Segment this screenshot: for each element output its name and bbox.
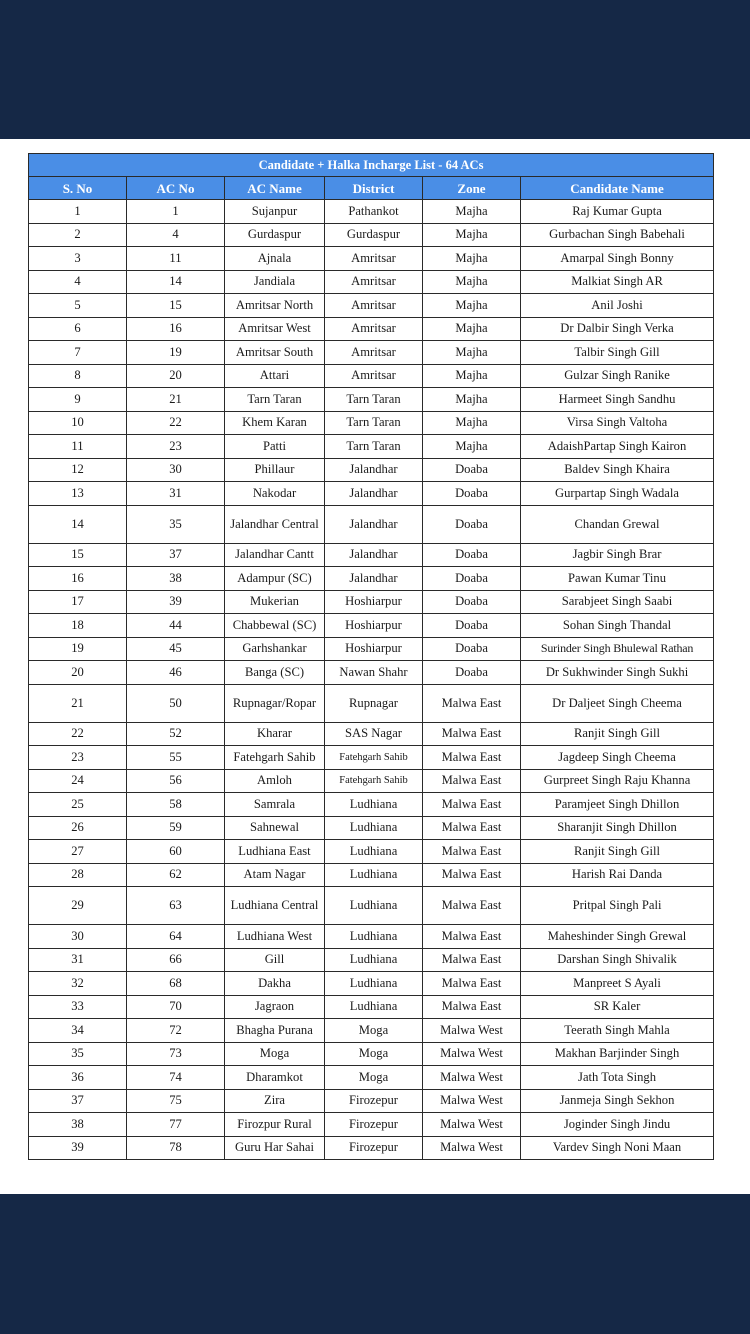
cell-zone: Malwa East	[423, 887, 521, 925]
col-header-acno: AC No	[127, 177, 225, 200]
cell-zone: Doaba	[423, 614, 521, 638]
table-row	[29, 863, 714, 887]
cell-district: Hoshiarpur	[325, 590, 423, 614]
cell-sno: 8	[29, 364, 127, 388]
cell-sno: 39	[29, 1136, 127, 1160]
col-header-acname: AC Name	[225, 177, 325, 200]
table-row	[29, 482, 714, 506]
document-image	[0, 139, 750, 1194]
cell-sno: 22	[29, 722, 127, 746]
cell-acno: 44	[127, 614, 225, 638]
cell-district: Ludhiana	[325, 972, 423, 996]
cell-sno: 28	[29, 863, 127, 887]
cell-candidate: Paramjeet Singh Dhillon	[521, 793, 714, 817]
cell-acname: Dharamkot	[225, 1066, 325, 1090]
cell-candidate: Dr Daljeet Singh Cheema	[521, 684, 714, 722]
cell-district: Jalandhar	[325, 482, 423, 506]
table-row	[29, 317, 714, 341]
cell-zone: Doaba	[423, 505, 521, 543]
cell-sno: 5	[29, 294, 127, 318]
cell-zone: Malwa East	[423, 746, 521, 770]
cell-sno: 11	[29, 435, 127, 459]
cell-candidate: SR Kaler	[521, 995, 714, 1019]
cell-district: Hoshiarpur	[325, 637, 423, 661]
table-row	[29, 1089, 714, 1113]
cell-candidate: Harish Rai Danda	[521, 863, 714, 887]
cell-acno: 23	[127, 435, 225, 459]
cell-sno: 7	[29, 341, 127, 365]
cell-sno: 19	[29, 637, 127, 661]
cell-district: Amritsar	[325, 270, 423, 294]
cell-zone: Majha	[423, 200, 521, 224]
cell-acname: Ajnala	[225, 247, 325, 271]
cell-acname: Kharar	[225, 722, 325, 746]
cell-acname: Ludhiana West	[225, 925, 325, 949]
cell-district: Ludhiana	[325, 816, 423, 840]
cell-district: Ludhiana	[325, 925, 423, 949]
cell-acname: Sujanpur	[225, 200, 325, 224]
cell-acname: Khem Karan	[225, 411, 325, 435]
col-header-zone: Zone	[423, 177, 521, 200]
cell-zone: Malwa East	[423, 925, 521, 949]
cell-candidate: Talbir Singh Gill	[521, 341, 714, 365]
cell-acno: 30	[127, 458, 225, 482]
cell-district: Moga	[325, 1019, 423, 1043]
cell-zone: Malwa East	[423, 722, 521, 746]
cell-zone: Majha	[423, 223, 521, 247]
cell-candidate: Vardev Singh Noni Maan	[521, 1136, 714, 1160]
cell-candidate: Surinder Singh Bhulewal Rathan	[521, 637, 714, 661]
cell-acno: 19	[127, 341, 225, 365]
cell-zone: Doaba	[423, 661, 521, 685]
cell-candidate: Pawan Kumar Tinu	[521, 567, 714, 591]
cell-candidate: Dr Dalbir Singh Verka	[521, 317, 714, 341]
cell-sno: 20	[29, 661, 127, 685]
cell-zone: Malwa East	[423, 769, 521, 793]
cell-sno: 37	[29, 1089, 127, 1113]
table-row	[29, 1136, 714, 1160]
cell-acno: 63	[127, 887, 225, 925]
cell-acname: Mukerian	[225, 590, 325, 614]
col-header-candidate: Candidate Name	[521, 177, 714, 200]
table-row	[29, 200, 714, 224]
cell-zone: Majha	[423, 435, 521, 459]
cell-acname: Moga	[225, 1042, 325, 1066]
cell-acno: 21	[127, 388, 225, 412]
cell-sno: 13	[29, 482, 127, 506]
cell-district: Pathankot	[325, 200, 423, 224]
cell-acname: Amritsar West	[225, 317, 325, 341]
cell-acno: 1	[127, 200, 225, 224]
cell-acname: Jandiala	[225, 270, 325, 294]
cell-sno: 24	[29, 769, 127, 793]
cell-acname: Fatehgarh Sahib	[225, 746, 325, 770]
cell-sno: 16	[29, 567, 127, 591]
cell-acno: 20	[127, 364, 225, 388]
cell-acname: Jagraon	[225, 995, 325, 1019]
cell-district: Amritsar	[325, 341, 423, 365]
cell-candidate: Gurpreet Singh Raju Khanna	[521, 769, 714, 793]
cell-district: Moga	[325, 1042, 423, 1066]
cell-acno: 52	[127, 722, 225, 746]
cell-district: Jalandhar	[325, 567, 423, 591]
cell-acno: 68	[127, 972, 225, 996]
cell-candidate: Jath Tota Singh	[521, 1066, 714, 1090]
table-row	[29, 247, 714, 271]
cell-zone: Malwa East	[423, 948, 521, 972]
table-row	[29, 746, 714, 770]
cell-zone: Majha	[423, 341, 521, 365]
cell-acno: 14	[127, 270, 225, 294]
cell-zone: Malwa East	[423, 840, 521, 864]
cell-sno: 4	[29, 270, 127, 294]
cell-district: Jalandhar	[325, 458, 423, 482]
cell-zone: Malwa East	[423, 816, 521, 840]
cell-sno: 35	[29, 1042, 127, 1066]
table-row	[29, 1019, 714, 1043]
table-row	[29, 341, 714, 365]
cell-acname: Jalandhar Central	[225, 505, 325, 543]
table-row	[29, 614, 714, 638]
cell-zone: Majha	[423, 294, 521, 318]
cell-zone: Malwa East	[423, 793, 521, 817]
cell-acname: Amloh	[225, 769, 325, 793]
cell-acname: Bhagha Purana	[225, 1019, 325, 1043]
cell-acname: Dakha	[225, 972, 325, 996]
table-row	[29, 925, 714, 949]
cell-sno: 17	[29, 590, 127, 614]
col-header-sno: S. No	[29, 177, 127, 200]
cell-acname: Patti	[225, 435, 325, 459]
cell-acname: Attari	[225, 364, 325, 388]
table-row	[29, 364, 714, 388]
cell-sno: 31	[29, 948, 127, 972]
cell-acname: Nakodar	[225, 482, 325, 506]
cell-acname: Phillaur	[225, 458, 325, 482]
table-row	[29, 840, 714, 864]
cell-acname: Adampur (SC)	[225, 567, 325, 591]
cell-acname: Samrala	[225, 793, 325, 817]
cell-sno: 33	[29, 995, 127, 1019]
cell-candidate: Virsa Singh Valtoha	[521, 411, 714, 435]
cell-district: Moga	[325, 1066, 423, 1090]
cell-acno: 22	[127, 411, 225, 435]
cell-district: Rupnagar	[325, 684, 423, 722]
cell-zone: Majha	[423, 364, 521, 388]
cell-candidate: Harmeet Singh Sandhu	[521, 388, 714, 412]
table-row	[29, 1066, 714, 1090]
cell-district: Tarn Taran	[325, 388, 423, 412]
cell-district: Ludhiana	[325, 793, 423, 817]
table-row	[29, 887, 714, 925]
cell-candidate: Ranjit Singh Gill	[521, 722, 714, 746]
cell-sno: 10	[29, 411, 127, 435]
table-row	[29, 995, 714, 1019]
cell-acname: Amritsar South	[225, 341, 325, 365]
cell-candidate: Malkiat Singh AR	[521, 270, 714, 294]
table-row	[29, 637, 714, 661]
cell-zone: Malwa East	[423, 995, 521, 1019]
cell-acno: 62	[127, 863, 225, 887]
cell-candidate: Gurpartap Singh Wadala	[521, 482, 714, 506]
cell-acno: 11	[127, 247, 225, 271]
cell-sno: 27	[29, 840, 127, 864]
cell-district: Ludhiana	[325, 887, 423, 925]
table-row	[29, 505, 714, 543]
cell-zone: Majha	[423, 270, 521, 294]
cell-district: Amritsar	[325, 317, 423, 341]
cell-zone: Malwa West	[423, 1042, 521, 1066]
cell-district: SAS Nagar	[325, 722, 423, 746]
cell-district: Firozepur	[325, 1113, 423, 1137]
cell-zone: Majha	[423, 411, 521, 435]
cell-zone: Malwa West	[423, 1113, 521, 1137]
table-row	[29, 590, 714, 614]
cell-sno: 34	[29, 1019, 127, 1043]
bottom-dark-band	[0, 1194, 750, 1334]
cell-acno: 59	[127, 816, 225, 840]
table-row	[29, 543, 714, 567]
table-row	[29, 972, 714, 996]
cell-sno: 29	[29, 887, 127, 925]
cell-zone: Doaba	[423, 543, 521, 567]
cell-candidate: Sharanjit Singh Dhillon	[521, 816, 714, 840]
table-title: Candidate + Halka Incharge List - 64 ACs	[29, 154, 714, 177]
cell-acname: Guru Har Sahai	[225, 1136, 325, 1160]
cell-candidate: Ranjit Singh Gill	[521, 840, 714, 864]
cell-candidate: Darshan Singh Shivalik	[521, 948, 714, 972]
cell-acname: Tarn Taran	[225, 388, 325, 412]
cell-district: Fatehgarh Sahib	[325, 769, 423, 793]
cell-sno: 36	[29, 1066, 127, 1090]
cell-acno: 66	[127, 948, 225, 972]
cell-zone: Malwa East	[423, 972, 521, 996]
cell-acno: 74	[127, 1066, 225, 1090]
cell-sno: 2	[29, 223, 127, 247]
cell-zone: Malwa East	[423, 863, 521, 887]
cell-sno: 26	[29, 816, 127, 840]
cell-acname: Sahnewal	[225, 816, 325, 840]
cell-zone: Malwa East	[423, 684, 521, 722]
cell-zone: Malwa West	[423, 1089, 521, 1113]
cell-acno: 46	[127, 661, 225, 685]
cell-zone: Doaba	[423, 637, 521, 661]
table-row	[29, 567, 714, 591]
table-row	[29, 435, 714, 459]
candidate-table	[28, 153, 714, 1160]
cell-sno: 18	[29, 614, 127, 638]
cell-sno: 38	[29, 1113, 127, 1137]
table-row	[29, 411, 714, 435]
cell-district: Ludhiana	[325, 948, 423, 972]
cell-sno: 25	[29, 793, 127, 817]
cell-district: Jalandhar	[325, 505, 423, 543]
cell-acno: 78	[127, 1136, 225, 1160]
cell-district: Amritsar	[325, 364, 423, 388]
cell-acname: Atam Nagar	[225, 863, 325, 887]
cell-candidate: Baldev Singh Khaira	[521, 458, 714, 482]
cell-candidate: Dr Sukhwinder Singh Sukhi	[521, 661, 714, 685]
table-row	[29, 388, 714, 412]
table-row	[29, 294, 714, 318]
table-row	[29, 661, 714, 685]
cell-acno: 16	[127, 317, 225, 341]
top-dark-band	[0, 0, 750, 139]
table-row	[29, 948, 714, 972]
cell-candidate: Sohan Singh Thandal	[521, 614, 714, 638]
table-row	[29, 458, 714, 482]
cell-acname: Amritsar North	[225, 294, 325, 318]
cell-zone: Malwa West	[423, 1136, 521, 1160]
cell-acname: Gill	[225, 948, 325, 972]
cell-district: Nawan Shahr	[325, 661, 423, 685]
cell-acno: 15	[127, 294, 225, 318]
cell-acno: 37	[127, 543, 225, 567]
cell-district: Ludhiana	[325, 995, 423, 1019]
cell-zone: Doaba	[423, 482, 521, 506]
table-row	[29, 769, 714, 793]
cell-zone: Doaba	[423, 567, 521, 591]
cell-candidate: Teerath Singh Mahla	[521, 1019, 714, 1043]
cell-candidate: Gulzar Singh Ranike	[521, 364, 714, 388]
cell-acno: 56	[127, 769, 225, 793]
cell-candidate: Jagdeep Singh Cheema	[521, 746, 714, 770]
cell-sno: 32	[29, 972, 127, 996]
cell-acno: 72	[127, 1019, 225, 1043]
cell-sno: 9	[29, 388, 127, 412]
cell-candidate: Amarpal Singh Bonny	[521, 247, 714, 271]
cell-district: Gurdaspur	[325, 223, 423, 247]
cell-candidate: Anil Joshi	[521, 294, 714, 318]
cell-acno: 4	[127, 223, 225, 247]
table-row	[29, 793, 714, 817]
cell-sno: 15	[29, 543, 127, 567]
cell-sno: 21	[29, 684, 127, 722]
cell-acname: Chabbewal (SC)	[225, 614, 325, 638]
cell-candidate: Jagbir Singh Brar	[521, 543, 714, 567]
table-row	[29, 722, 714, 746]
cell-zone: Majha	[423, 317, 521, 341]
cell-zone: Majha	[423, 388, 521, 412]
cell-acno: 38	[127, 567, 225, 591]
cell-acname: Ludhiana East	[225, 840, 325, 864]
cell-district: Hoshiarpur	[325, 614, 423, 638]
cell-sno: 3	[29, 247, 127, 271]
cell-acname: Banga (SC)	[225, 661, 325, 685]
cell-district: Tarn Taran	[325, 411, 423, 435]
cell-acno: 39	[127, 590, 225, 614]
cell-acno: 45	[127, 637, 225, 661]
cell-sno: 6	[29, 317, 127, 341]
cell-acno: 70	[127, 995, 225, 1019]
cell-acno: 73	[127, 1042, 225, 1066]
cell-acno: 77	[127, 1113, 225, 1137]
table-row	[29, 684, 714, 722]
cell-sno: 30	[29, 925, 127, 949]
cell-district: Jalandhar	[325, 543, 423, 567]
table-row	[29, 816, 714, 840]
cell-zone: Malwa West	[423, 1066, 521, 1090]
header-row	[29, 177, 714, 200]
cell-acname: Jalandhar Cantt	[225, 543, 325, 567]
cell-candidate: Gurbachan Singh Babehali	[521, 223, 714, 247]
cell-sno: 1	[29, 200, 127, 224]
cell-acno: 31	[127, 482, 225, 506]
cell-candidate: Chandan Grewal	[521, 505, 714, 543]
cell-acno: 55	[127, 746, 225, 770]
cell-acname: Zira	[225, 1089, 325, 1113]
cell-candidate: Makhan Barjinder Singh	[521, 1042, 714, 1066]
cell-zone: Majha	[423, 247, 521, 271]
cell-district: Amritsar	[325, 247, 423, 271]
cell-candidate: Pritpal Singh Pali	[521, 887, 714, 925]
table-row	[29, 1042, 714, 1066]
cell-district: Amritsar	[325, 294, 423, 318]
cell-district: Fatehgarh Sahib	[325, 746, 423, 770]
col-header-district: District	[325, 177, 423, 200]
table-body	[29, 200, 714, 1160]
cell-acno: 35	[127, 505, 225, 543]
cell-candidate: Maheshinder Singh Grewal	[521, 925, 714, 949]
cell-acname: Rupnagar/Ropar	[225, 684, 325, 722]
cell-acname: Ludhiana Central	[225, 887, 325, 925]
cell-district: Firozepur	[325, 1089, 423, 1113]
cell-candidate: Raj Kumar Gupta	[521, 200, 714, 224]
cell-district: Ludhiana	[325, 863, 423, 887]
cell-acno: 64	[127, 925, 225, 949]
cell-district: Firozepur	[325, 1136, 423, 1160]
cell-zone: Doaba	[423, 590, 521, 614]
cell-candidate: AdaishPartap Singh Kairon	[521, 435, 714, 459]
table-row	[29, 223, 714, 247]
cell-acno: 50	[127, 684, 225, 722]
cell-candidate: Manpreet S Ayali	[521, 972, 714, 996]
cell-acno: 58	[127, 793, 225, 817]
cell-sno: 23	[29, 746, 127, 770]
cell-candidate: Joginder Singh Jindu	[521, 1113, 714, 1137]
cell-zone: Doaba	[423, 458, 521, 482]
table-row	[29, 270, 714, 294]
cell-district: Tarn Taran	[325, 435, 423, 459]
cell-sno: 14	[29, 505, 127, 543]
cell-acname: Gurdaspur	[225, 223, 325, 247]
cell-candidate: Janmeja Singh Sekhon	[521, 1089, 714, 1113]
cell-acno: 75	[127, 1089, 225, 1113]
cell-district: Ludhiana	[325, 840, 423, 864]
cell-acno: 60	[127, 840, 225, 864]
cell-acname: Garhshankar	[225, 637, 325, 661]
cell-zone: Malwa West	[423, 1019, 521, 1043]
cell-candidate: Sarabjeet Singh Saabi	[521, 590, 714, 614]
table-row	[29, 1113, 714, 1137]
cell-sno: 12	[29, 458, 127, 482]
cell-acname: Firozpur Rural	[225, 1113, 325, 1137]
